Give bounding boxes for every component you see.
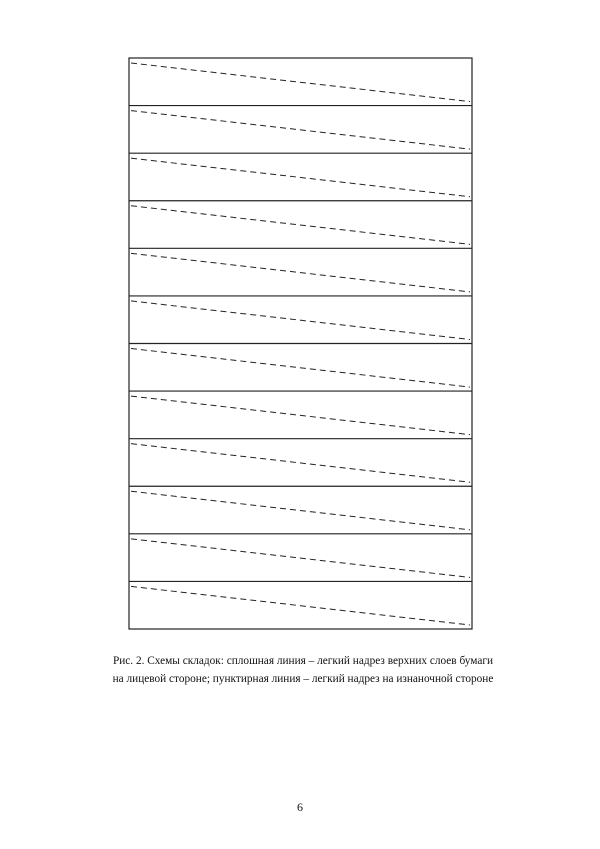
dashed-fold-line	[131, 158, 470, 197]
dashed-fold-line	[131, 253, 470, 292]
dashed-fold-line	[131, 444, 470, 483]
figure-caption	[68, 652, 538, 688]
dashed-fold-line	[131, 586, 470, 625]
dashed-fold-line	[131, 539, 470, 578]
page-number: 6	[297, 800, 303, 814]
dashed-fold-line	[131, 349, 470, 388]
dashed-fold-line	[131, 111, 470, 150]
dashed-fold-line	[131, 63, 470, 102]
caption-line-1: Рис. 2. Схемы складок: сплошная линия – легкий надрез верхних слоев бумаги	[112, 655, 494, 667]
fold-strips	[129, 63, 472, 625]
dashed-fold-line	[131, 396, 470, 435]
caption-line-2: на лицевой стороне; пунктирная линия – легкий надрез на изнаночной стороне	[112, 673, 494, 685]
dashed-fold-line	[131, 301, 470, 340]
dashed-fold-line	[131, 206, 470, 245]
dashed-fold-line	[131, 491, 470, 530]
